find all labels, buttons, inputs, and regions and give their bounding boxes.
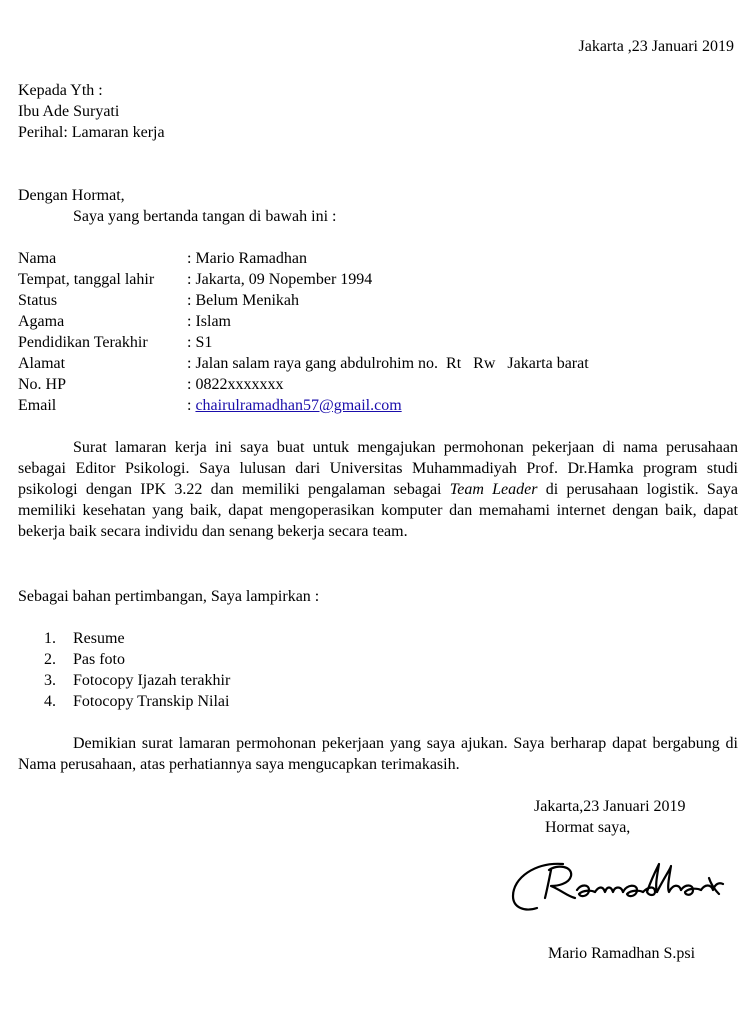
data-row-nama	[18, 248, 589, 269]
attachment-item	[44, 691, 230, 712]
attachment-text: Resume	[73, 630, 125, 647]
data-row-tempat-tanggal-lahir	[18, 269, 589, 290]
data-row-no-hp	[18, 374, 589, 395]
data-value: : 0822xxxxxxx	[187, 376, 284, 393]
data-label: No. HP	[18, 376, 67, 393]
data-label: Tempat, tanggal lahir	[18, 271, 155, 288]
attachment-text: Pas foto	[73, 651, 125, 668]
data-label: Pendidikan Terakhir	[18, 334, 148, 351]
attachment-item	[44, 649, 230, 670]
paragraph-2-text: Demikian surat lamaran permohonan pekerjaan yang saya ajukan. Saya berharap dapat bergabung di Nama perusahaan, atas perhatiannya saya mengucapkan terimakasih.	[18, 735, 738, 773]
recipient-salutation: Kepada Yth :	[18, 82, 103, 99]
attachment-number: 1.	[44, 630, 56, 647]
closing-date: Jakarta,23 Januari 2019	[534, 798, 686, 815]
data-value: : Belum Menikah	[187, 292, 299, 309]
handwritten-signature	[505, 856, 730, 922]
closing-phrase: Hormat saya,	[545, 819, 631, 836]
attachment-number: 4.	[44, 693, 56, 710]
attachment-item	[44, 670, 230, 691]
data-row-status	[18, 290, 589, 311]
paragraph-1-text-b: di perusahaan logistik. Saya memiliki kesehatan yang baik, dapat mengoperasikan komputer dan memahami internet dengan baik, dapat bekerja baik secara individu dan senang bekerja secara team.	[18, 481, 739, 540]
recipient-name: Ibu Ade Suryati	[18, 103, 120, 120]
data-row-agama	[18, 311, 589, 332]
data-value: : Mario Ramadhan	[187, 250, 307, 267]
data-value: : Islam	[187, 313, 231, 330]
attachment-number: 3.	[44, 672, 56, 689]
intro-line: Saya yang bertanda tangan di bawah ini :	[73, 208, 337, 225]
recipient-block	[18, 80, 165, 143]
data-value-colon: :	[187, 397, 196, 414]
data-label: Alamat	[18, 355, 66, 372]
email-link[interactable]: chairulramadhan57@gmail.com	[195, 397, 402, 414]
data-label: Status	[18, 292, 58, 309]
letter-date: Jakarta ,23 Januari 2019	[578, 38, 734, 55]
attachments-intro: Sebagai bahan pertimbangan, Saya lampirkan :	[18, 588, 320, 605]
attachments-list	[44, 628, 230, 712]
greeting: Dengan Hormat,	[18, 187, 125, 204]
data-label: Nama	[18, 250, 57, 267]
data-row-pendidikan	[18, 332, 589, 353]
attachment-item	[44, 628, 230, 649]
paragraph-1-italic: Team Leader	[449, 481, 538, 498]
signer-name: Mario Ramadhan S.psi	[548, 945, 696, 962]
attachment-text: Fotocopy Ijazah terakhir	[73, 672, 231, 689]
data-label: Email	[18, 397, 57, 414]
attachment-number: 2.	[44, 651, 56, 668]
data-value: : S1	[187, 334, 213, 351]
body-paragraph-1	[18, 437, 738, 542]
paragraph-1-text-a: Surat lamaran kerja ini saya buat untuk mengajukan permohonan pekerjaan di nama perusahaan sebagai Editor Psikologi. Saya lulusan dari Universitas Muhammadiyah Prof. Dr.Hamka program studi psikologi dengan IPK 3.22 dan memiliki pengalaman sebagai	[18, 439, 738, 498]
data-value: : Jakarta, 09 Nopember 1994	[187, 271, 373, 288]
data-label: Agama	[18, 313, 65, 330]
body-paragraph-2	[18, 733, 738, 775]
data-row-alamat	[18, 353, 589, 374]
data-value: : Jalan salam raya gang abdulrohim no. Rt Rw Jakarta barat	[187, 355, 589, 372]
data-row-email	[18, 395, 589, 416]
applicant-data-table	[18, 248, 589, 416]
attachment-text: Fotocopy Transkip Nilai	[73, 693, 230, 710]
letter-subject: Perihal: Lamaran kerja	[18, 124, 165, 141]
